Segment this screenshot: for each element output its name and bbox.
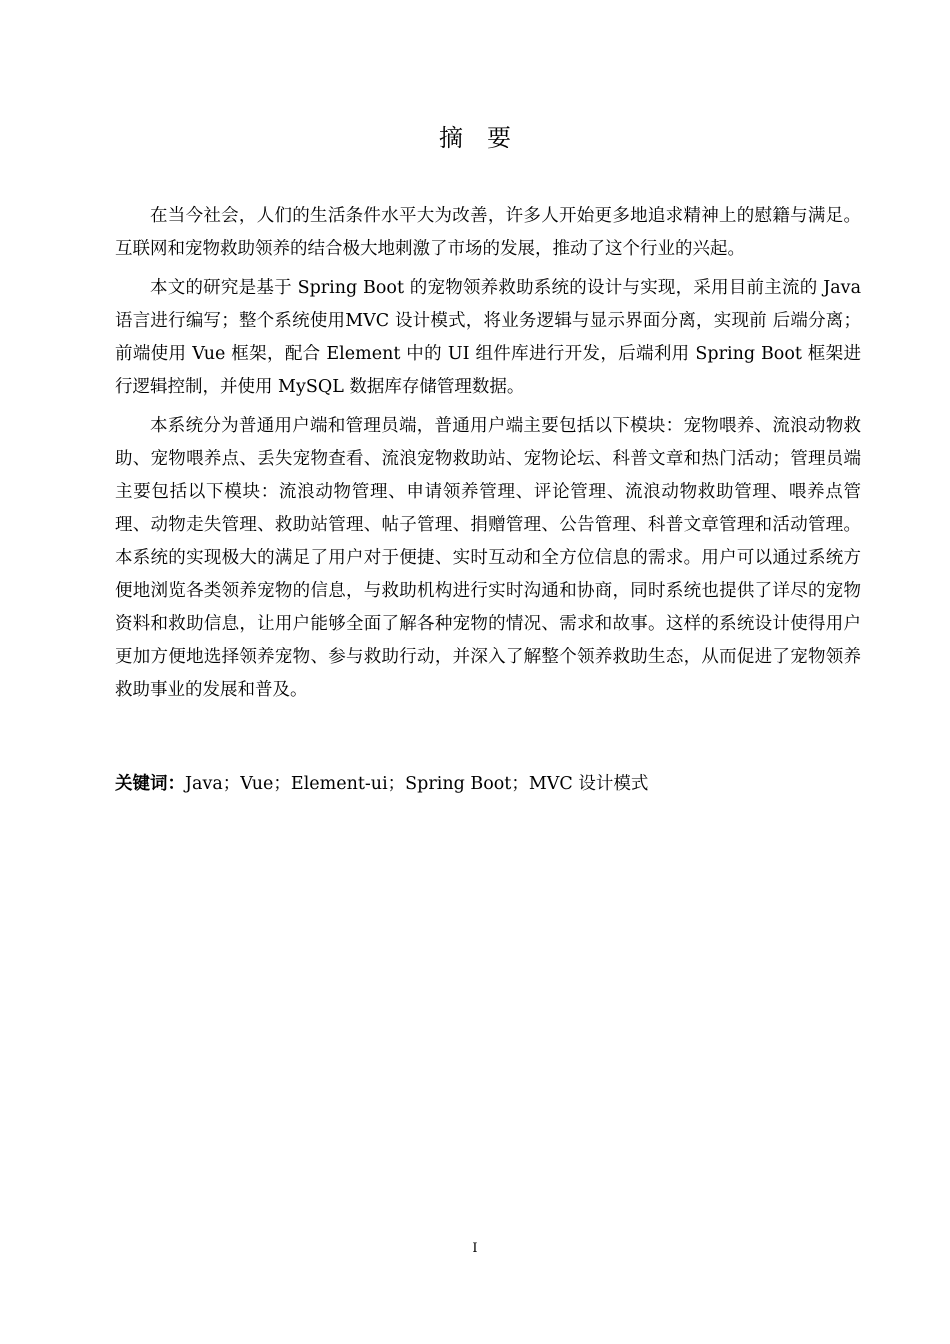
keywords-line bbox=[115, 769, 861, 799]
abstract-paragraph-2: 本文的研究是基于 Spring Boot 的宠物领养救助系统的设计与实现，采用目前主流的 Java 语言进行编写；整个系统使用MVC 设计模式，将业务逻辑与显示界面分离，实现前 后端分离；前端使用 Vue 框架，配合 Element 中的 UI 组件库进行开发，后端利用 Spring Boot 框架进行逻辑控制，并使用 MySQL 数据库存储管理数据。 bbox=[115, 278, 861, 397]
keywords-text: Java；Vue；Element-ui；Spring Boot；MVC 设计模式 bbox=[185, 774, 649, 794]
abstract-paragraph-3: 本系统分为普通用户端和管理员端，普通用户端主要包括以下模块：宠物喂养、流浪动物救助、宠物喂养点、丢失宠物查看、流浪宠物救助站、宠物论坛、科普文章和热门活动；管理员端主要包括以下模块：流浪动物管理、申请领养管理、评论管理、流浪动物救助管理、喂养点管理、动物走失管理、救助站管理、帖子管理、捐赠管理、公告管理、科普文章管理和活动管理。本系统的实现极大的满足了用户对于便捷、实时互动和全方位信息的需求。用户可以通过系统方便地浏览各类领养宠物的信息，与救助机构进行实时沟通和协商，同时系统也提供了详尽的宠物资料和救助信息，让用户能够全面了解各种宠物的情况、需求和故事。这样的系统设计使得用户更加方便地选择领养宠物、参与救助行动，并深入了解整个领养救助生态，从而促进了宠物领养救助事业的发展和普及。 bbox=[115, 416, 861, 700]
abstract-body bbox=[115, 200, 861, 713]
keywords-label: 关键词： bbox=[115, 774, 185, 794]
page-number: I bbox=[472, 1241, 478, 1256]
abstract-paragraph-1: 在当今社会，人们的生活条件水平大为改善，许多人开始更多地追求精神上的慰籍与满足。互联网和宠物救助领养的结合极大地刺激了市场的发展，推动了这个行业的兴起。 bbox=[115, 206, 861, 259]
page-title: 摘要 bbox=[439, 124, 535, 152]
